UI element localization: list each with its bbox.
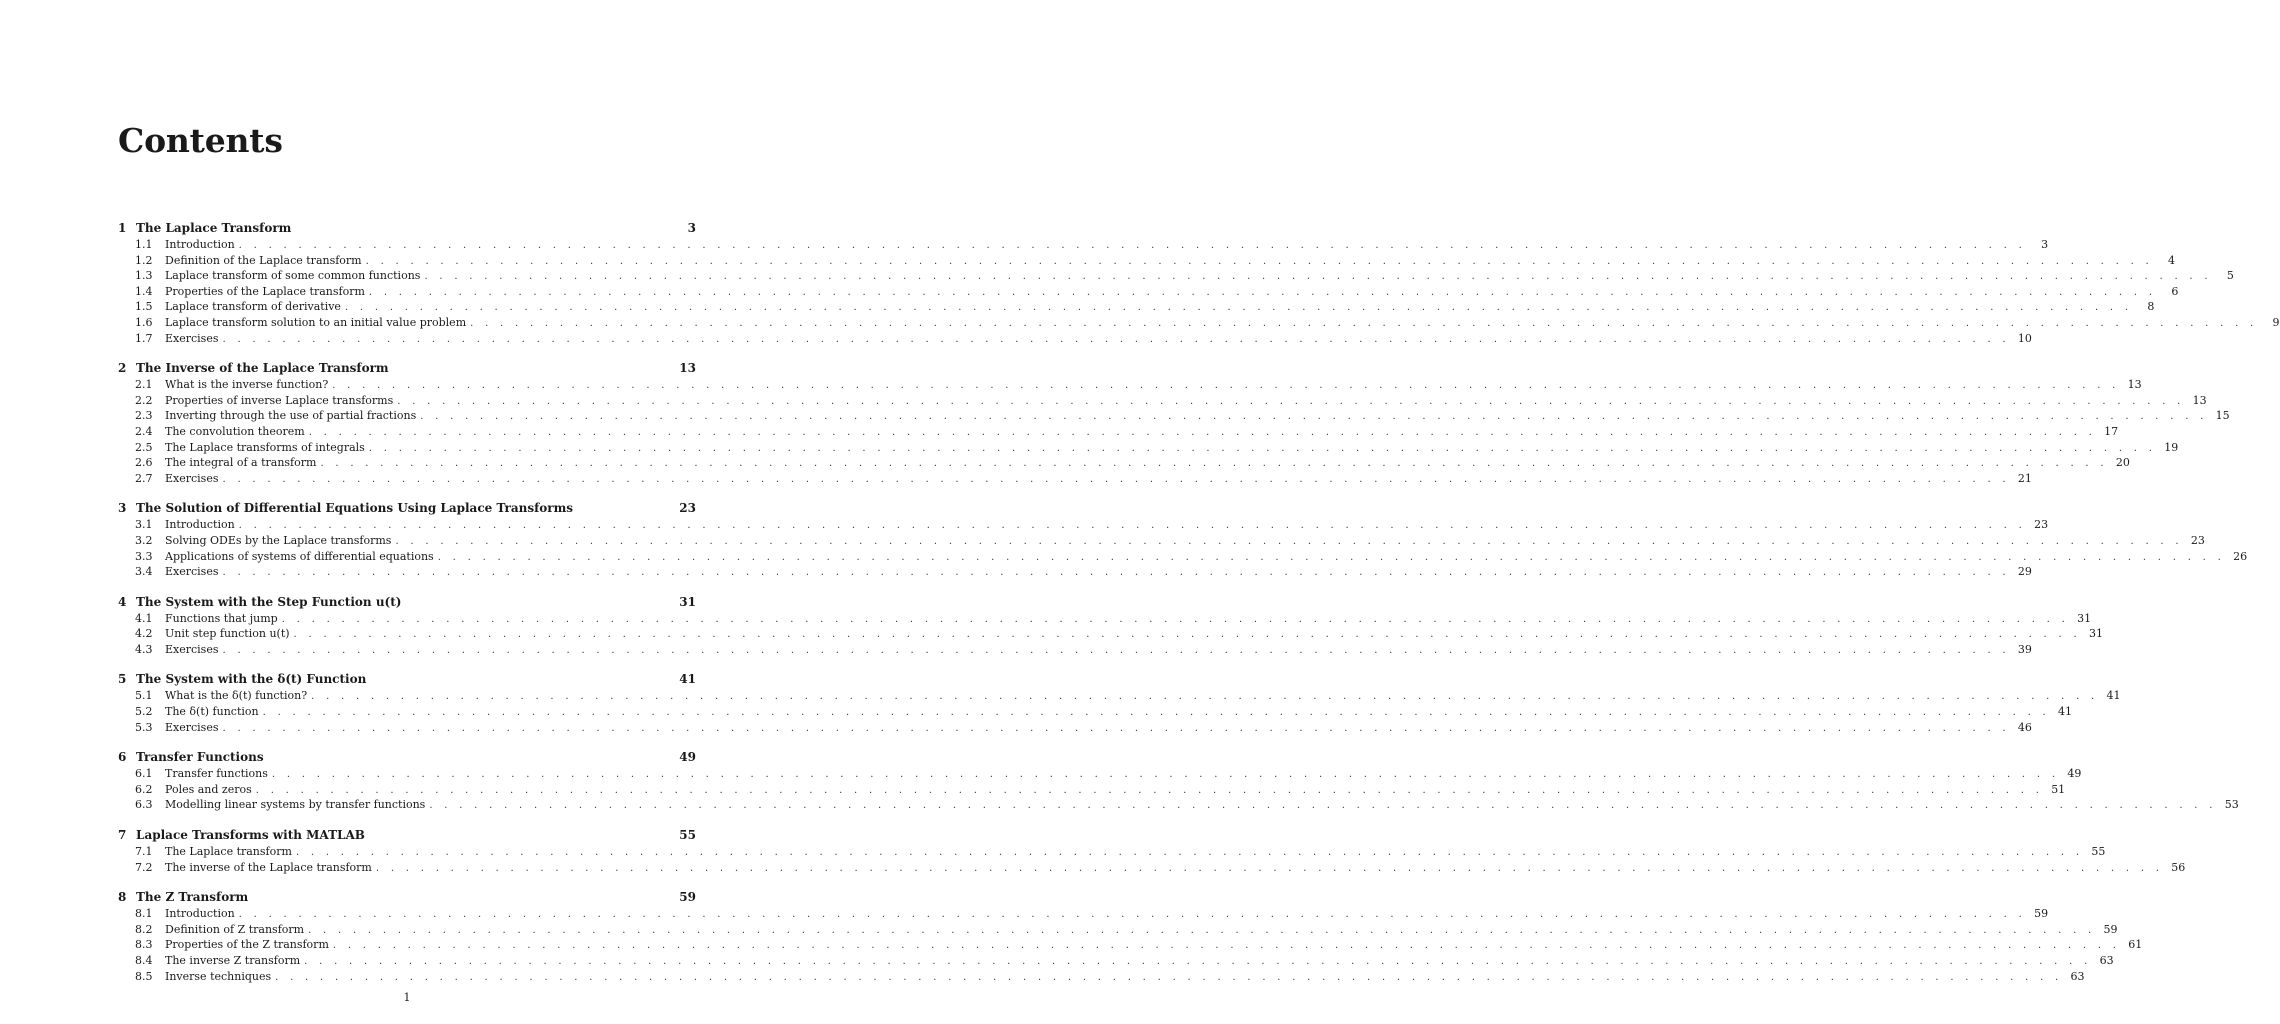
section-title: Transfer functions <box>165 767 268 781</box>
section-title: Modelling linear systems by transfer functions <box>165 798 426 812</box>
section-number: 8.2 <box>135 922 153 936</box>
chapter-page-number: 31 <box>679 594 696 609</box>
section-title: Unit step function u(t) <box>165 627 290 641</box>
chapter-number: 3 <box>118 501 127 516</box>
toc-chapter <box>118 360 2230 486</box>
page-title: Contents <box>118 121 283 160</box>
chapter-number: 5 <box>118 672 127 687</box>
toc-section-entry[interactable] <box>118 782 2066 798</box>
toc-section-entry[interactable] <box>118 268 2234 284</box>
dot-leader: . . . . . . . . . . . . . . . . . . . . . . . . . . . . . . . . . . . . . . . . . . . . . . . . . . . . . . . . . . . . . . . . . . . . . . . . . . . . . . . . . . . . . . . . . . . . . . . . . . . . . . . . . . . . . . . . . . . . . . . . <box>275 971 2063 983</box>
section-title: Laplace transform of some common functions <box>165 269 421 283</box>
section-page-number: 31 <box>2088 627 2103 641</box>
toc-chapter <box>118 749 2239 813</box>
toc-section-entry[interactable] <box>118 237 2049 253</box>
toc-chapter <box>118 827 2186 875</box>
section-page-number: 63 <box>2070 969 2085 983</box>
dot-leader: . . . . . . . . . . . . . . . . . . . . . . . . . . . . . . . . . . . . . . . . . . . . . . . . . . . . . . . . . . . . . . . . . . . . . . . . . . . . . . . . . . . . . . . . . . . . . . . . . . . . . . . . . . . . . . . . . . . . . . . . <box>332 940 2121 952</box>
section-number: 4.2 <box>135 627 153 641</box>
toc-section-entry[interactable] <box>118 969 2085 985</box>
section-number: 2.5 <box>135 440 153 454</box>
section-number: 2.2 <box>135 393 153 407</box>
section-number: 2.4 <box>135 424 153 438</box>
chapter-title: The Z Transform <box>136 890 249 905</box>
dot-leader: . . . . . . . . . . . . . . . . . . . . . . . . . . . . . . . . . . . . . . . . . . . . . . . . . . . . . . . . . . . . . . . . . . . . . . . . . . . . . . . . . . . . . . . . . . . . . . . . . . . . . . . . . . . . . . . . . . . . . . . . <box>238 520 2027 532</box>
dot-leader: . . . . . . . . . . . . . . . . . . . . . . . . . . . . . . . . . . . . . . . . . . . . . . . . . . . . . . . . . . . . . . . . . . . . . . . . . . . . . . . . . . . . . . . . . . . . . . . . . . . . . . . . . . . . . . . . . . . . . . . . <box>222 473 2010 485</box>
chapter-page-number: 41 <box>679 672 696 687</box>
section-page-number: 61 <box>2128 938 2143 952</box>
section-page-number: 15 <box>2215 409 2230 423</box>
section-page-number: 49 <box>2067 767 2082 781</box>
toc-chapter <box>118 889 2143 984</box>
section-number: 2.7 <box>135 471 153 485</box>
section-page-number: 51 <box>2051 782 2066 796</box>
section-page-number: 23 <box>2190 533 2205 547</box>
dot-leader: . . . . . . . . . . . . . . . . . . . . . . . . . . . . . . . . . . . . . . . . . . . . . . . . . . . . . . . . . . . . . . . . . . . . . . . . . . . . . . . . . . . . . . . . . . . . . . . . . . . . . . . . . . . . . . . . . . . . . . . . <box>271 769 2060 781</box>
section-number: 6.3 <box>135 798 153 812</box>
dot-leader: . . . . . . . . . . . . . . . . . . . . . . . . . . . . . . . . . . . . . . . . . . . . . . . . . . . . . . . . . . . . . . . . . . . . . . . . . . . . . . . . . . . . . . . . . . . . . . . . . . . . . . . . . . . . . . . . . . . . . . . . <box>262 707 2051 719</box>
section-number: 3.3 <box>135 549 153 563</box>
toc-section-entry[interactable] <box>118 906 2049 922</box>
table-of-contents <box>118 220 2280 998</box>
chapter-number: 4 <box>118 594 127 609</box>
chapter-title: The Inverse of the Laplace Transform <box>136 361 389 376</box>
chapter-number: 7 <box>118 828 127 843</box>
section-number: 1.1 <box>135 238 153 251</box>
section-page-number: 4 <box>2168 253 2176 267</box>
section-page-number: 41 <box>2058 705 2073 719</box>
toc-section-entry[interactable] <box>118 455 2130 471</box>
section-page-number: 55 <box>2091 845 2106 859</box>
chapter-number: 2 <box>118 361 127 376</box>
section-title: The integral of a transform <box>165 456 317 470</box>
toc-chapter-entry[interactable] <box>118 671 696 688</box>
section-page-number: 13 <box>2127 378 2142 392</box>
section-number: 2.3 <box>135 409 153 423</box>
section-title: Exercises <box>165 471 219 485</box>
toc-section-entry[interactable] <box>118 766 2082 782</box>
toc-chapter-entry[interactable] <box>118 889 696 906</box>
section-page-number: 21 <box>2017 471 2032 485</box>
toc-section-entry[interactable] <box>118 688 2121 704</box>
dot-leader: . . . . . . . . . . . . . . . . . . . . . . . . . . . . . . . . . . . . . . . . . . . . . . . . . . . . . . . . . . . . . . . . . . . . . . . . . . . . . . . . . . . . . . . . . . . . . . . . . . . . . . . . . . . . . . . . . . . . . . . . <box>222 722 2010 734</box>
dot-leader: . . . . . . . . . . . . . . . . . . . . . . . . . . . . . . . . . . . . . . . . . . . . . . . . . . . . . . . . . . . . . . . . . . . . . . . . . . . . . . . . . . . . . . . . . . . . . . . . . . . . . . . . . . . . . . . . . . . . . . . . <box>308 924 2096 936</box>
toc-section-entry[interactable] <box>118 471 2032 487</box>
chapter-number: 1 <box>118 221 127 235</box>
section-title: The inverse Z transform <box>165 954 301 967</box>
section-title: Definition of Z transform <box>165 922 305 936</box>
dot-leader: . . . . . . . . . . . . . . . . . . . . . . . . . . . . . . . . . . . . . . . . . . . . . . . . . . . . . . . . . . . . . . . . . . . . . . . . . . . . . . . . . . . . . . . . . . . . . . . . . . . . . . . . . . . . . . . . . . . . . . . . <box>295 847 2084 859</box>
chapter-page-number: 49 <box>679 750 696 765</box>
toc-section-entry[interactable] <box>118 440 2179 456</box>
dot-leader: . . . . . . . . . . . . . . . . . . . . . . . . . . . . . . . . . . . . . . . . . . . . . . . . . . . . . . . . . . . . . . . . . . . . . . . . . . . . . . . . . . . . . . . . . . . . . . . . . . . . . . . . . . . . . . . . . . . . . . . . <box>238 240 2027 251</box>
dot-leader: . . . . . . . . . . . . . . . . . . . . . . . . . . . . . . . . . . . . . . . . . . . . . . . . . . . . . . . . . . . . . . . . . . . . . . . . . . . . . . . . . . . . . . . . . . . . . . . . . . . . . . . . . . . . . . . . . . . . . . . . <box>332 380 2120 392</box>
chapter-page-number: 55 <box>679 828 696 843</box>
section-number: 7.1 <box>135 845 153 859</box>
section-title: Introduction <box>165 907 235 921</box>
section-title: Laplace transform of derivative <box>165 300 341 314</box>
section-title: Introduction <box>165 238 235 251</box>
dot-leader: . . . . . . . . . . . . . . . . . . . . . . . . . . . . . . . . . . . . . . . . . . . . . . . . . . . . . . . . . . . . . . . . . . . . . . . . . . . . . . . . . . . . . . . . . . . . . . . . . . . . . . . . . . . . . . . . . . . . . . . . <box>281 613 2070 625</box>
toc-section-entry[interactable] <box>118 720 2032 736</box>
dot-leader: . . . . . . . . . . . . . . . . . . . . . . . . . . . . . . . . . . . . . . . . . . . . . . . . . . . . . . . . . . . . . . . . . . . . . . . . . . . . . . . . . . . . . . . . . . . . . . . . . . . . . . . . . . . . . . . . . . . . . . . . <box>293 629 2081 641</box>
chapter-title: The Laplace Transform <box>136 221 292 235</box>
section-page-number: 59 <box>2103 922 2118 936</box>
dot-leader: . . . . . . . . . . . . . . . . . . . . . . . . . . . . . . . . . . . . . . . . . . . . . . . . . . . . . . . . . . . . . . . . . . . . . . . . . . . . . . . . . . . . . . . . . . . . . . . . . . . . . . . . . . . . . . . . . . . . . . . . <box>429 800 2217 812</box>
section-page-number: 9 <box>2272 315 2280 329</box>
chapter-page-number: 13 <box>679 361 696 376</box>
section-number: 1.2 <box>135 253 153 267</box>
chapter-page-number: 3 <box>687 221 696 235</box>
section-title: Poles and zeros <box>165 782 252 796</box>
section-title: Exercises <box>165 331 219 345</box>
dot-leader: . . . . . . . . . . . . . . . . . . . . . . . . . . . . . . . . . . . . . . . . . . . . . . . . . . . . . . . . . . . . . . . . . . . . . . . . . . . . . . . . . . . . . . . . . . . . . . . . . . . . . . . . . . . . . . . . . . . . . . . . <box>222 644 2010 656</box>
toc-chapter <box>118 500 2248 579</box>
section-title: Introduction <box>165 518 235 532</box>
section-number: 6.1 <box>135 767 153 781</box>
chapter-title: Transfer Functions <box>136 750 264 765</box>
dot-leader: . . . . . . . . . . . . . . . . . . . . . . . . . . . . . . . . . . . . . . . . . . . . . . . . . . . . . . . . . . . . . . . . . . . . . . . . . . . . . . . . . . . . . . . . . . . . . . . . . . . . . . . . . . . . . . . . . . . . . . . . <box>311 691 2099 703</box>
section-page-number: 31 <box>2077 611 2092 625</box>
section-number: 6.2 <box>135 782 153 796</box>
section-number: 1.6 <box>135 315 153 329</box>
section-number: 1.5 <box>135 300 153 314</box>
section-title: Properties of the Laplace transform <box>165 284 365 298</box>
toc-section-entry[interactable] <box>118 424 2119 440</box>
toc-chapter-entry[interactable] <box>118 220 696 237</box>
section-title: Exercises <box>165 565 219 579</box>
dot-leader: . . . . . . . . . . . . . . . . . . . . . . . . . . . . . . . . . . . . . . . . . . . . . . . . . . . . . . . . . . . . . . . . . . . . . . . . . . . . . . . . . . . . . . . . . . . . . . . . . . . . . . . . . . . . . . . . . . . . . . . . <box>222 567 2010 579</box>
page-number: 1 <box>403 991 411 1004</box>
toc-section-entry[interactable] <box>118 611 2092 627</box>
section-number: 3.2 <box>135 533 153 547</box>
section-title: Definition of the Laplace transform <box>165 253 362 267</box>
toc-chapter-entry[interactable] <box>118 360 696 377</box>
toc-section-entry[interactable] <box>118 377 2142 393</box>
section-title: Properties of inverse Laplace transforms <box>165 393 394 407</box>
section-number: 4.3 <box>135 642 153 656</box>
section-title: Exercises <box>165 720 219 734</box>
dot-leader: . . . . . . . . . . . . . . . . . . . . . . . . . . . . . . . . . . . . . . . . . . . . . . . . . . . . . . . . . . . . . . . . . . . . . . . . . . . . . . . . . . . . . . . . . . . . . . . . . . . . . . . . . . . . . . . . . . . . . . . . <box>365 255 2154 267</box>
section-page-number: 41 <box>2106 689 2121 703</box>
section-page-number: 53 <box>2224 798 2239 812</box>
toc-section-entry[interactable] <box>118 408 2230 424</box>
toc-section-entry[interactable] <box>118 564 2032 580</box>
section-page-number: 3 <box>2041 238 2049 251</box>
toc-section-entry[interactable] <box>118 284 2179 300</box>
toc-section-entry[interactable] <box>118 937 2143 953</box>
section-title: The Laplace transform <box>165 845 292 859</box>
section-number: 2.1 <box>135 378 153 392</box>
section-title: The convolution theorem <box>165 424 305 438</box>
dot-leader: . . . . . . . . . . . . . . . . . . . . . . . . . . . . . . . . . . . . . . . . . . . . . . . . . . . . . . . . . . . . . . . . . . . . . . . . . . . . . . . . . . . . . . . . . . . . . . . . . . . . . . . . . . . . . . . . . . . . . . . . <box>238 909 2027 921</box>
toc-chapter-entry[interactable] <box>118 749 696 766</box>
section-page-number: 39 <box>2017 642 2032 656</box>
section-page-number: 17 <box>2104 424 2119 438</box>
toc-chapter <box>118 594 2103 658</box>
section-page-number: 46 <box>2017 720 2032 734</box>
toc-section-entry[interactable] <box>118 393 2207 409</box>
section-page-number: 5 <box>2226 269 2234 283</box>
dot-leader: . . . . . . . . . . . . . . . . . . . . . . . . . . . . . . . . . . . . . . . . . . . . . . . . . . . . . . . . . . . . . . . . . . . . . . . . . . . . . . . . . . . . . . . . . . . . . . . . . . . . . . . . . . . . . . . . . . . . . . . . <box>375 862 2164 874</box>
section-number: 2.6 <box>135 456 153 470</box>
section-title: Exercises <box>165 642 219 656</box>
section-page-number: 13 <box>2192 393 2207 407</box>
section-title: Solving ODEs by the Laplace transforms <box>165 533 392 547</box>
section-number: 8.4 <box>135 954 153 967</box>
section-page-number: 56 <box>2171 860 2186 874</box>
section-title: The inverse of the Laplace transform <box>165 860 372 874</box>
dot-leader: . . . . . . . . . . . . . . . . . . . . . . . . . . . . . . . . . . . . . . . . . . . . . . . . . . . . . . . . . . . . . . . . . . . . . . . . . . . . . . . . . . . . . . . . . . . . . . . . . . . . . . . . . . . . . . . . . . . . . . . . <box>397 395 2185 407</box>
section-page-number: 6 <box>2171 284 2179 298</box>
dot-leader: . . . . . . . . . . . . . . . . . . . . . . . . . . . . . . . . . . . . . . . . . . . . . . . . . . . . . . . . . . . . . . . . . . . . . . . . . . . . . . . . . . . . . . . . . . . . . . . . . . . . . . . . . . . . . . . . . . . . . . . . <box>437 551 2226 563</box>
section-title: Applications of systems of differential equations <box>165 549 434 563</box>
chapter-number: 6 <box>118 750 127 765</box>
section-page-number: 26 <box>2233 549 2248 563</box>
section-page-number: 59 <box>2034 907 2049 921</box>
section-title: Laplace transform solution to an initial value problem <box>165 315 467 329</box>
dot-leader: . . . . . . . . . . . . . . . . . . . . . . . . . . . . . . . . . . . . . . . . . . . . . . . . . . . . . . . . . . . . . . . . . . . . . . . . . . . . . . . . . . . . . . . . . . . . . . . . . . . . . . . . . . . . . . . . . . . . . . . . <box>368 286 2157 298</box>
section-title: The Laplace transforms of integrals <box>165 440 365 454</box>
section-title: What is the inverse function? <box>165 378 329 392</box>
chapter-title: The System with the Step Function u(t) <box>136 594 402 609</box>
toc-section-entry[interactable] <box>118 549 2248 565</box>
chapter-page-number: 23 <box>679 501 696 516</box>
section-number: 5.1 <box>135 689 153 703</box>
section-number: 4.1 <box>135 611 153 625</box>
chapter-title: The Solution of Differential Equations Using Laplace Transforms <box>136 501 574 516</box>
dot-leader: . . . . . . . . . . . . . . . . . . . . . . . . . . . . . . . . . . . . . . . . . . . . . . . . . . . . . . . . . . . . . . . . . . . . . . . . . . . . . . . . . . . . . . . . . . . . . . . . . . . . . . . . . . . . . . . . . . . . . . . . <box>470 317 2258 329</box>
section-number: 7.2 <box>135 860 153 874</box>
section-page-number: 23 <box>2034 518 2049 532</box>
toc-section-entry[interactable] <box>118 922 2118 938</box>
section-page-number: 63 <box>2099 954 2114 967</box>
dot-leader: . . . . . . . . . . . . . . . . . . . . . . . . . . . . . . . . . . . . . . . . . . . . . . . . . . . . . . . . . . . . . . . . . . . . . . . . . . . . . . . . . . . . . . . . . . . . . . . . . . . . . . . . . . . . . . . . . . . . . . . . <box>344 302 2133 314</box>
toc-chapter <box>118 220 2280 346</box>
dot-leader: . . . . . . . . . . . . . . . . . . . . . . . . . . . . . . . . . . . . . . . . . . . . . . . . . . . . . . . . . . . . . . . . . . . . . . . . . . . . . . . . . . . . . . . . . . . . . . . . . . . . . . . . . . . . . . . . . . . . . . . . <box>222 333 2010 345</box>
toc-section-entry[interactable] <box>118 533 2205 549</box>
chapter-title: Laplace Transforms with MATLAB <box>136 828 365 843</box>
dot-leader: . . . . . . . . . . . . . . . . . . . . . . . . . . . . . . . . . . . . . . . . . . . . . . . . . . . . . . . . . . . . . . . . . . . . . . . . . . . . . . . . . . . . . . . . . . . . . . . . . . . . . . . . . . . . . . . . . . . . . . . . <box>304 956 2092 967</box>
section-number: 5.2 <box>135 705 153 719</box>
section-page-number: 10 <box>2017 331 2032 345</box>
section-title: Functions that jump <box>165 611 278 625</box>
dot-leader: . . . . . . . . . . . . . . . . . . . . . . . . . . . . . . . . . . . . . . . . . . . . . . . . . . . . . . . . . . . . . . . . . . . . . . . . . . . . . . . . . . . . . . . . . . . . . . . . . . . . . . . . . . . . . . . . . . . . . . . . <box>255 784 2044 796</box>
section-number: 3.4 <box>135 565 153 579</box>
toc-section-entry[interactable] <box>118 331 2032 347</box>
section-title: Inverse techniques <box>165 969 272 983</box>
toc-section-entry[interactable] <box>118 704 2073 720</box>
toc-section-entry[interactable] <box>118 626 2103 642</box>
chapter-title: The System with the δ(t) Function <box>136 672 367 687</box>
section-number: 5.3 <box>135 720 153 734</box>
toc-chapter-entry[interactable] <box>118 827 696 844</box>
toc-section-entry[interactable] <box>118 860 2186 876</box>
section-number: 1.7 <box>135 331 153 345</box>
section-title: Properties of the Z transform <box>165 938 329 952</box>
section-number: 8.3 <box>135 938 153 952</box>
toc-chapter-entry[interactable] <box>118 500 696 517</box>
section-page-number: 8 <box>2147 300 2155 314</box>
toc-section-entry[interactable] <box>118 517 2049 533</box>
toc-section-entry[interactable] <box>118 315 2280 331</box>
toc-section-entry[interactable] <box>118 642 2032 658</box>
section-page-number: 20 <box>2115 456 2130 470</box>
section-number: 8.1 <box>135 907 153 921</box>
chapter-number: 8 <box>118 890 127 905</box>
section-title: Inverting through the use of partial fractions <box>165 409 417 423</box>
toc-section-entry[interactable] <box>118 299 2155 315</box>
dot-leader: . . . . . . . . . . . . . . . . . . . . . . . . . . . . . . . . . . . . . . . . . . . . . . . . . . . . . . . . . . . . . . . . . . . . . . . . . . . . . . . . . . . . . . . . . . . . . . . . . . . . . . . . . . . . . . . . . . . . . . . . <box>420 411 2208 423</box>
toc-section-entry[interactable] <box>118 953 2114 969</box>
toc-section-entry[interactable] <box>118 844 2106 860</box>
section-number: 8.5 <box>135 969 153 983</box>
dot-leader: . . . . . . . . . . . . . . . . . . . . . . . . . . . . . . . . . . . . . . . . . . . . . . . . . . . . . . . . . . . . . . . . . . . . . . . . . . . . . . . . . . . . . . . . . . . . . . . . . . . . . . . . . . . . . . . . . . . . . . . . <box>368 442 2157 454</box>
section-page-number: 19 <box>2164 440 2179 454</box>
dot-leader: . . . . . . . . . . . . . . . . . . . . . . . . . . . . . . . . . . . . . . . . . . . . . . . . . . . . . . . . . . . . . . . . . . . . . . . . . . . . . . . . . . . . . . . . . . . . . . . . . . . . . . . . . . . . . . . . . . . . . . . . <box>395 535 2183 547</box>
dot-leader: . . . . . . . . . . . . . . . . . . . . . . . . . . . . . . . . . . . . . . . . . . . . . . . . . . . . . . . . . . . . . . . . . . . . . . . . . . . . . . . . . . . . . . . . . . . . . . . . . . . . . . . . . . . . . . . . . . . . . . . . <box>424 271 2212 283</box>
section-number: 3.1 <box>135 518 153 532</box>
section-page-number: 29 <box>2017 565 2032 579</box>
toc-chapter <box>118 671 2121 735</box>
toc-chapter-entry[interactable] <box>118 594 696 611</box>
section-title: What is the δ(t) function? <box>165 689 308 703</box>
dot-leader: . . . . . . . . . . . . . . . . . . . . . . . . . . . . . . . . . . . . . . . . . . . . . . . . . . . . . . . . . . . . . . . . . . . . . . . . . . . . . . . . . . . . . . . . . . . . . . . . . . . . . . . . . . . . . . . . . . . . . . . . <box>308 426 2097 438</box>
toc-section-entry[interactable] <box>118 797 2239 813</box>
section-number: 1.4 <box>135 284 153 298</box>
toc-section-entry[interactable] <box>118 253 2176 269</box>
section-number: 1.3 <box>135 269 153 283</box>
chapter-page-number: 59 <box>679 890 696 905</box>
section-title: The δ(t) function <box>165 705 259 719</box>
dot-leader: . . . . . . . . . . . . . . . . . . . . . . . . . . . . . . . . . . . . . . . . . . . . . . . . . . . . . . . . . . . . . . . . . . . . . . . . . . . . . . . . . . . . . . . . . . . . . . . . . . . . . . . . . . . . . . . . . . . . . . . . <box>320 458 2108 470</box>
